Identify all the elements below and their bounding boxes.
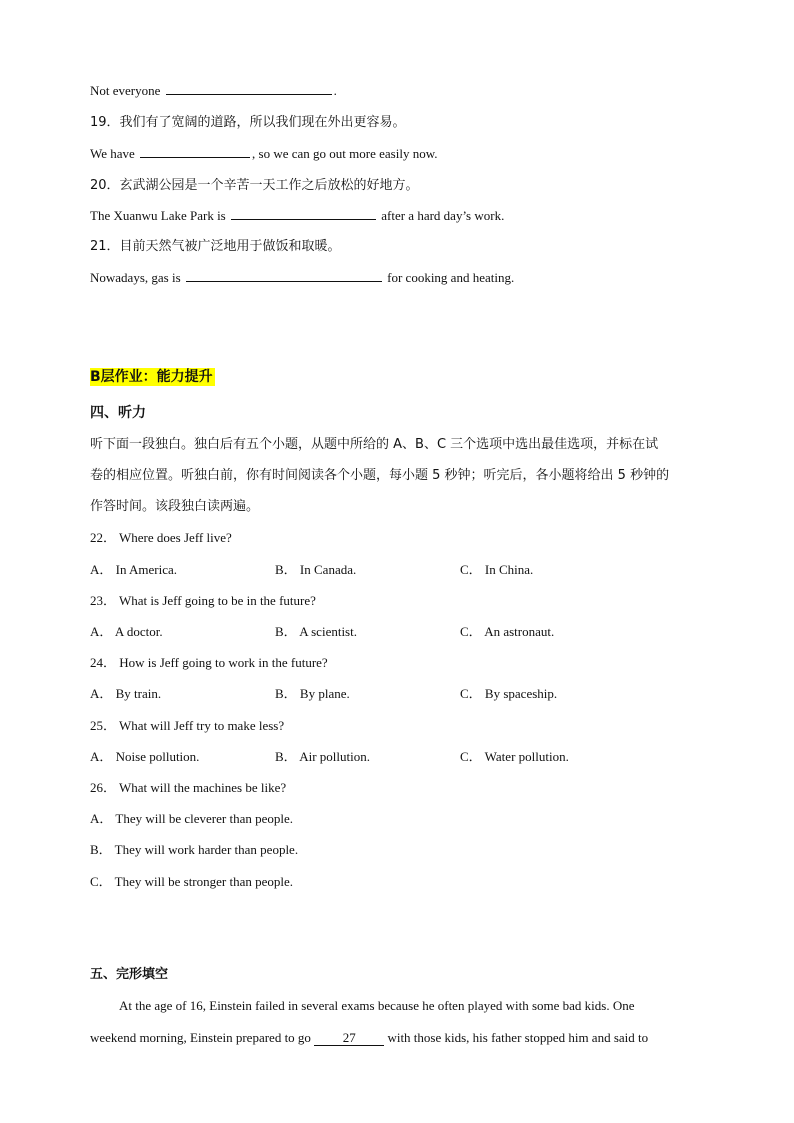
instructions-line-3: 作答时间。该段独白读两遍。 bbox=[90, 499, 260, 514]
option-22-c[interactable]: C． In China. bbox=[460, 562, 534, 577]
question-22: 22． Where does Jeff live? bbox=[90, 530, 232, 545]
option-24-a[interactable]: A． By train. bbox=[90, 686, 162, 701]
item-21-english: Nowadays, gas is for cooking and heating. bbox=[90, 270, 515, 285]
instructions-line-2: 卷的相应位置。听独白前，你有时间阅读各个小题，每小题 5 秒钟；听完后，各小题将给出 5 秒钟的 bbox=[90, 468, 670, 483]
option-24-c[interactable]: C． By spaceship. bbox=[460, 686, 558, 701]
option-26-a[interactable]: A． They will be cleverer than people. bbox=[90, 811, 293, 826]
item-21-chinese: 21．目前天然气被广泛地用于做饭和取暖。 bbox=[90, 239, 341, 254]
answer-blank[interactable] bbox=[231, 207, 376, 220]
instructions-line-1: 听下面一段独白。独白后有五个小题，从题中所给的 A、B、C 三个选项中选出最佳选项，并标在试 bbox=[90, 437, 659, 452]
option-23-a[interactable]: A． A doctor. bbox=[90, 624, 163, 639]
option-22-b[interactable]: B． In Canada. bbox=[275, 562, 357, 577]
option-22-a[interactable]: A． In America. bbox=[90, 562, 178, 577]
part-4-heading: 四、听力 bbox=[90, 405, 146, 421]
question-24: 24． How is Jeff going to work in the future? bbox=[90, 655, 328, 670]
item-19-chinese: 19．我们有了宽阔的道路，所以我们现在外出更容易。 bbox=[90, 115, 406, 130]
section-b-title: B层作业：能力提升 bbox=[90, 369, 213, 385]
option-23-c[interactable]: C． An astronaut. bbox=[460, 624, 555, 639]
question-26: 26． What will the machines be like? bbox=[90, 780, 287, 795]
passage-line-1: At the age of 16, Einstein failed in several exams because he often played with some bad kids. One bbox=[119, 998, 635, 1013]
question-25: 25． What will Jeff try to make less? bbox=[90, 718, 285, 733]
option-25-b[interactable]: B． Air pollution. bbox=[275, 749, 370, 764]
item-18-english: Not everyone . bbox=[90, 83, 337, 98]
option-23-b[interactable]: B． A scientist. bbox=[275, 624, 357, 639]
option-26-c[interactable]: C． They will be stronger than people. bbox=[90, 874, 294, 889]
part-5-heading: 五、完形填空 bbox=[90, 967, 169, 982]
passage-line-2: weekend morning, Einstein prepared to go 27 with those kids, his father stopped him and said to bbox=[90, 1030, 649, 1045]
answer-blank[interactable] bbox=[186, 269, 382, 282]
option-26-b[interactable]: B． They will work harder than people. bbox=[90, 842, 299, 857]
option-24-b[interactable]: B． By plane. bbox=[275, 686, 350, 701]
item-19-english: We have , so we can go out more easily now. bbox=[90, 146, 438, 161]
option-25-c[interactable]: C． Water pollution. bbox=[460, 749, 569, 764]
question-23: 23． What is Jeff going to be in the future? bbox=[90, 593, 316, 608]
item-20-chinese: 20．玄武湖公园是一个辛苦一天工作之后放松的好地方。 bbox=[90, 178, 419, 193]
item-20-english: The Xuanwu Lake Park is after a hard day’s work. bbox=[90, 208, 505, 223]
option-25-a[interactable]: A． Noise pollution. bbox=[90, 749, 200, 764]
cloze-blank-27[interactable]: 27 bbox=[314, 1031, 384, 1046]
answer-blank[interactable] bbox=[140, 145, 250, 158]
answer-blank[interactable] bbox=[166, 82, 332, 95]
